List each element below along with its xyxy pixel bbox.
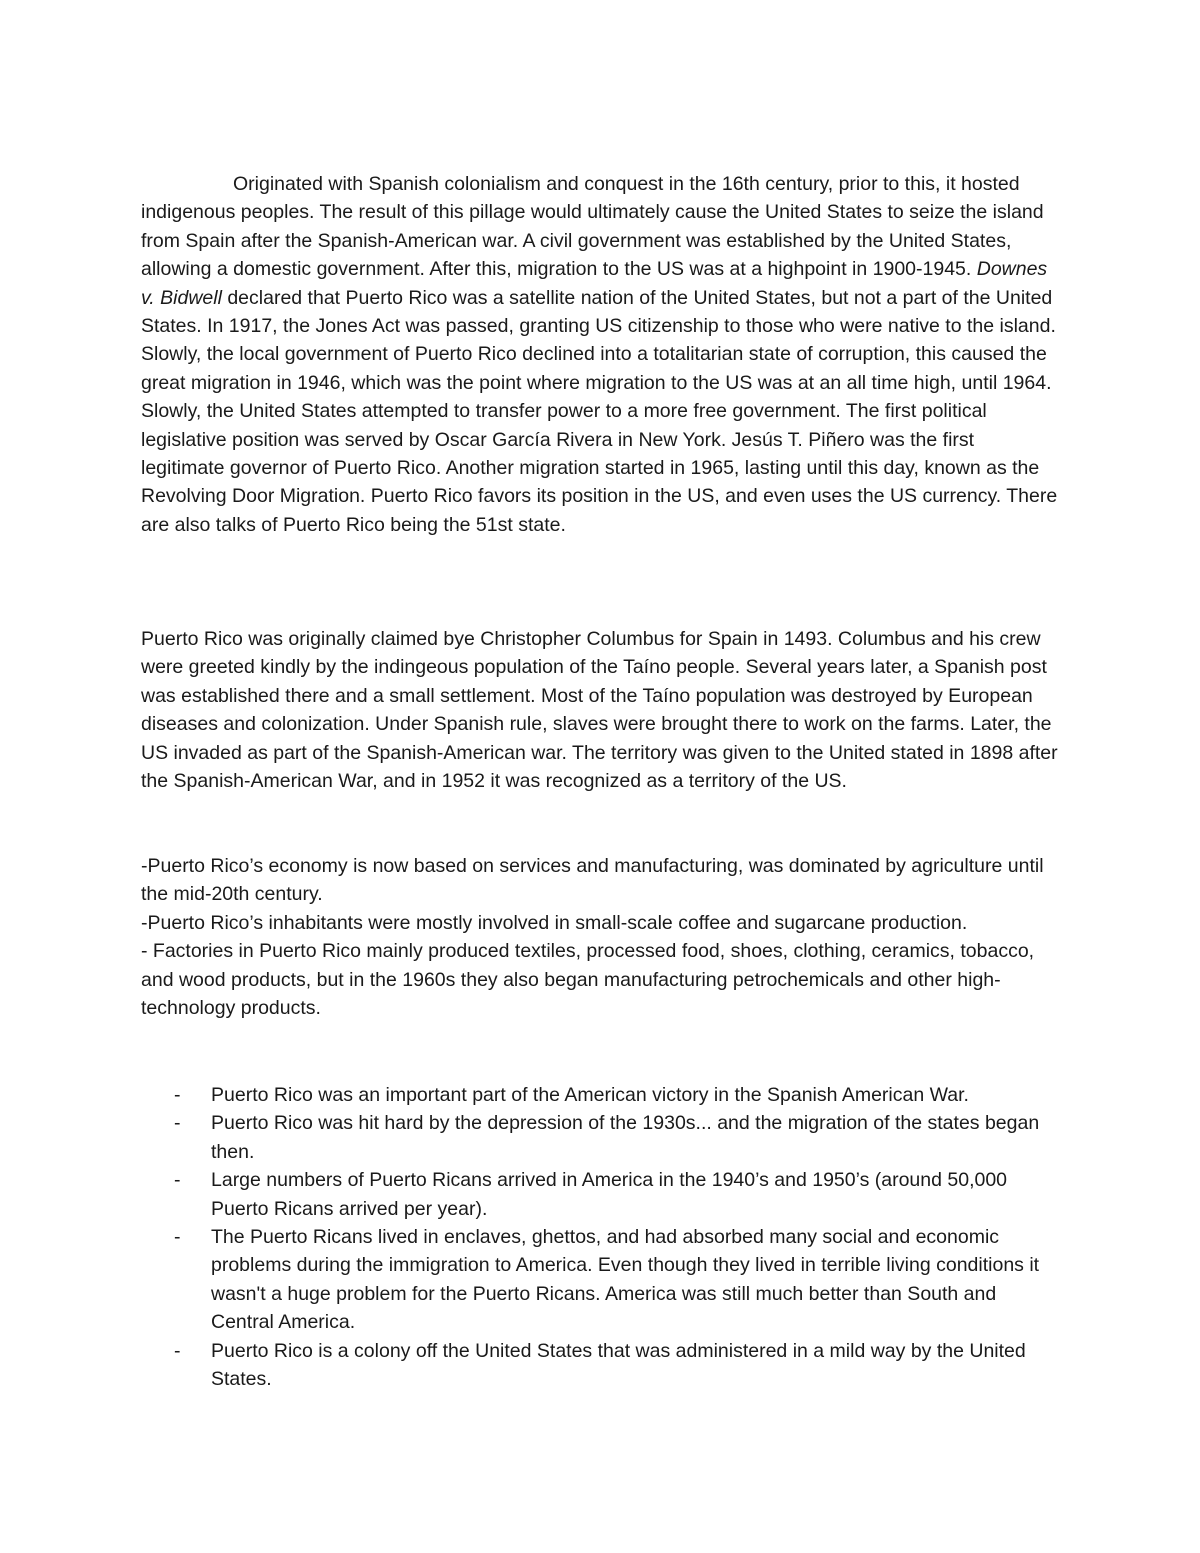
list-item-text: Puerto Rico was hit hard by the depression of the 1930s... and the migration of the states began then. bbox=[211, 1112, 1040, 1163]
list-item-text: Large numbers of Puerto Ricans arrived in America in the 1940’s and 1950’s (around 50,000 Puerto Ricans arrived per year). bbox=[211, 1169, 1008, 1220]
economy-line: -Puerto Rico’s inhabitants were mostly involved in small-scale coffee and sugarcane production. bbox=[141, 911, 968, 934]
bullet-list bbox=[141, 1081, 1061, 1393]
paragraph-history-overview bbox=[141, 170, 1061, 539]
paragraph-text-part: Originated with Spanish colonialism and conquest in the 16th century, prior to this, it hosted indigenous peoples. The result of this pillage would ultimately cause the United States to seize the island from Spain after the Spanish-American war. A civil government was established by the United States, allowing a domestic government. After this, migration to the US was at a highpoint in 1900-1945. bbox=[141, 173, 1044, 281]
bullet-dash: - bbox=[174, 1169, 181, 1192]
list-item bbox=[141, 1081, 1061, 1109]
bullet-dash: - bbox=[174, 1226, 181, 1249]
bullet-dash: - bbox=[174, 1339, 181, 1362]
bullet-dash: - bbox=[174, 1112, 181, 1135]
paragraph-economy bbox=[141, 852, 1061, 1022]
economy-line: -Puerto Rico’s economy is now based on services and manufacturing, was dominated by agriculture until the mid-20th century. bbox=[141, 855, 1044, 906]
list-item bbox=[141, 1109, 1061, 1166]
economy-line: - Factories in Puerto Rico mainly produced textiles, processed food, shoes, clothing, ceramics, tobacco, and wood products, but in the 1960s they also began manufacturing petrochemicals and other high-technology products. bbox=[141, 940, 1035, 1020]
bullet-dash: - bbox=[174, 1084, 181, 1106]
list-item bbox=[141, 1223, 1061, 1337]
list-item-text: The Puerto Ricans lived in enclaves, ghettos, and had absorbed many social and economic problems during the immigration to America. Even though they lived in terrible living conditions it wasn't a huge problem for the Puerto Ricans. America was still much better than South and Central America. bbox=[211, 1226, 1040, 1334]
paragraph-text-part: declared that Puerto Rico was a satellite nation of the United States, but not a part of the United States. In 1917, the Jones Act was passed, granting US citizenship to those who were native to the island. Slowly, the local government of Puerto Rico declined into a totalitarian state of corruption, this caused the great migration in 1946, which was the point where migration to the US was at an all time high, until 1964. Slowly, the United States attempted to transfer power to a more free government. The first political legislative position was served by Oscar García Rivera in New York. Jesús T. Piñero was the first legitimate governor of Puerto Rico. Another migration started in 1965, lasting until this day, known as the Revolving Door Migration. Puerto Rico favors its position in the US, and even uses the US currency. There are also talks of Puerto Rico being the 51st state. bbox=[141, 286, 1058, 536]
list-item-text: Puerto Rico was an important part of the American victory in the Spanish American War. bbox=[211, 1084, 969, 1106]
list-item bbox=[141, 1166, 1061, 1223]
case-name-italic: Downes v. Bidwell bbox=[141, 258, 1048, 309]
list-item bbox=[141, 1337, 1061, 1394]
list-item-text: Puerto Rico is a colony off the United States that was administered in a mild way by the United States. bbox=[211, 1339, 1026, 1391]
paragraph-columbus: Puerto Rico was originally claimed bye Christopher Columbus for Spain in 1493. Columbus and his crew were greeted kindly by the indingeous population of the Taíno people. Several years later, a Spanish post was established there and a small settlement. Most of the Taíno population was destroyed by European diseases and colonization. Under Spanish rule, slaves were brought there to work on the farms. Later, the US invaded as part of the Spanish-American war. The territory was given to the United stated in 1898 after the Spanish-American War, and in 1952 it was recognized as a territory of the US. bbox=[141, 628, 1058, 793]
